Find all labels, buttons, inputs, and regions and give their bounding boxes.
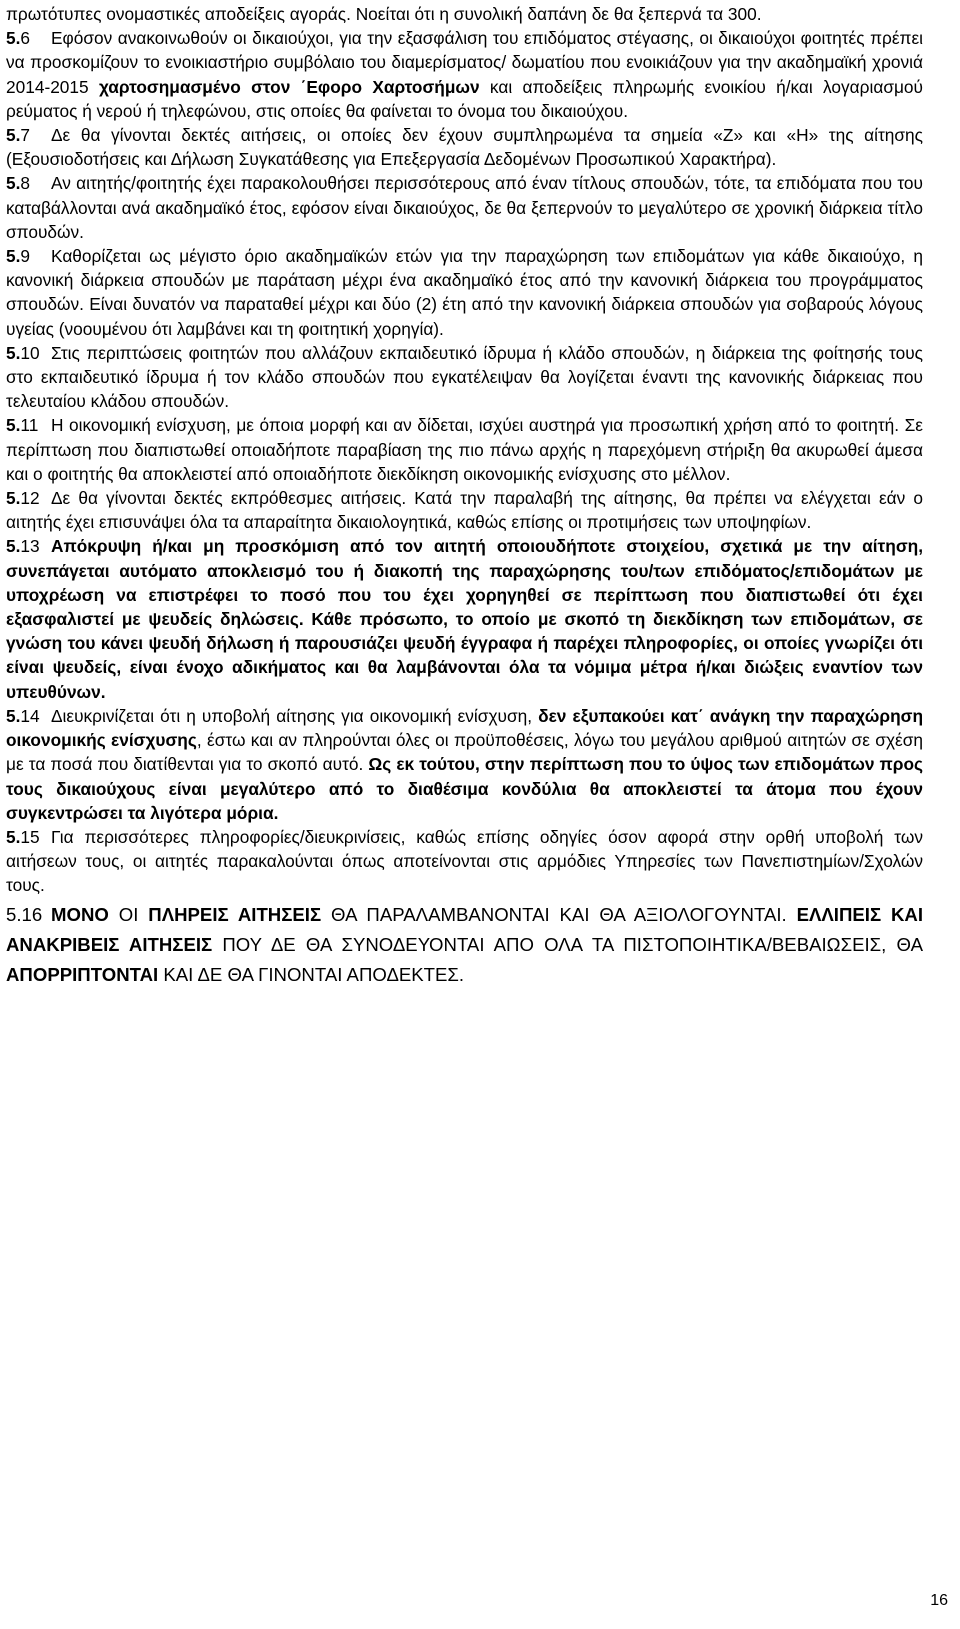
section-5-15: 5.15 Για περισσότερες πληροφορίες/διευκρινίσεις, καθώς επίσης οδηγίες όσον αφορά στην ορθή υποβολή των αιτήσεων τους, οι αιτητές παρακαλούνται όπως αποτείνονται στις αρμόδιες Υπηρεσίες των Πανεπιστημίων/Σχολών τους. bbox=[6, 826, 923, 896]
section-5-13: 5.13 Απόκρυψη ή/και μη προσκόμιση από τον αιτητή οποιουδήποτε στοιχείου, σχετικά με την αίτηση, συνεπάγεται αυτόματο αποκλεισμό του ή διακοπή της παραχώρησης του/των επιδόματος/επιδομάτων με υποχρέωση να επιστρέφει το ποσό που του έχει χορηγηθεί σε περίπτωση που διαπιστωθεί ότι έχει εξασφαλιστεί με ψευδείς δηλώσεις. Κάθε πρόσωπο, το οποίο με σκοπό τη διεκδίκηση των επιδομάτων, σε γνώση του κάνει ψευδή δήλωση ή παρουσιάζει ψευδή έγγραφα ή παρέχει πληροφορίες, οι οποίες γνωρίζει ότι είναι ψευδείς, είναι ένοχο αδικήματος και θα λαμβάνονται όλα τα νόμιμα μέτρα ή/και διώξεις εναντίον των υπευθύνων. bbox=[6, 536, 923, 702]
section-number: 5.8 bbox=[6, 173, 31, 194]
section-number: 5.16 bbox=[6, 903, 43, 925]
section-number: 5.10 bbox=[6, 342, 40, 363]
section-number: 5.15 bbox=[6, 826, 40, 847]
section-5-10: 5.10 Στις περιπτώσεις φοιτητών που αλλάζουν εκπαιδευτικό ίδρυμα ή κλάδο σπουδών, η διάρκεια της φοίτησής τους στο εκπαιδευτικό ίδρυμα ή τον κλάδο σπουδών που εγκατέλειψαν θα λογίζεται έναντι της κανονικής διάρκειας που τελευταίου κλάδου σπουδών. bbox=[6, 342, 923, 412]
section-5-7: 5.7 Δε θα γίνονται δεκτές αιτήσεις, οι οποίες δεν έχουν συμπληρωμένα τα σημεία «Ζ» και «Η» της αίτησης (Εξουσιοδοτήσεις και Δήλωση Συγκατάθεσης για Επεξεργασία Δεδομένων Προσωπικού Χαρακτήρα). bbox=[6, 125, 923, 170]
section-5-8: 5.8 Αν αιτητής/φοιτητής έχει παρακολουθήσει περισσότερους από έναν τίτλους σπουδών, τότε, τα επιδόματα που του καταβάλλονται ανά ακαδημαϊκό έτος, εφόσον είναι δικαιούχος, δε θα ξεπερνούν το μεγαλύτερο σε χρονική διάρκεια τίτλο σπουδών. bbox=[6, 173, 923, 242]
section-number: 5.11 bbox=[6, 415, 39, 436]
section-5-16: 5.16 ΜΟΝΟ ΟΙ ΠΛΗΡΕΙΣ ΑΙΤΗΣΕΙΣ ΘΑ ΠΑΡΑΛΑΜΒΑΝΟΝΤΑΙ ΚΑΙ ΘΑ ΑΞΙΟΛΟΓΟΥΝΤΑΙ. ΕΛΛΙΠΕΙΣ ΚΑΙ ΑΝΑΚΡΙΒΕΙΣ ΑΙΤΗΣΕΙΣ ΠΟΥ ΔΕ ΘΑ ΣΥΝΟΔΕΥΟΝΤΑΙ ΑΠΟ ΟΛΑ ΤΑ ΠΙΣΤΟΠΟΙΗΤΙΚΑ/ΒΕΒΑΙΩΣΕΙΣ, ΘΑ ΑΠΟΡΡΙΠΤΟΝΤΑΙ ΚΑΙ ΔΕ ΘΑ ΓΙΝΟΝΤΑΙ ΑΠΟΔΕΚΤΕΣ. bbox=[6, 900, 923, 990]
document-page bbox=[6, 0, 923, 990]
section-5-6: 5.6 Εφόσον ανακοινωθούν οι δικαιούχοι, για την εξασφάλιση του επιδόματος στέγασης, οι δικαιούχοι φοιτητές πρέπει να προσκομίζουν το ενοικιαστήριο συμβόλαιο του διαμερίσματος/ δωματίου που ενοικιάζουν για την ακαδημαϊκή χρονιά 2014-2015 χαρτοσημασμένο στον ΄Εφορο Χαρτοσήμων και αποδείξεις πληρωμής ενοικίου ή/και λογαριασμού ρεύματος ή νερού ή τηλεφώνου, στις οποίες θα φαίνεται το όνομα του δικαιούχου. bbox=[6, 28, 923, 121]
section-5-11: 5.11 Η οικονομική ενίσχυση, με όποια μορφή και αν δίδεται, ισχύει αυστηρά για προσωπική χρήση από το φοιτητή. Σε περίπτωση που διαπιστωθεί οποιαδήποτε παραβίαση της πιο πάνω αρχής η παρεχόμενη στήριξη θα ακυρωθεί άμεσα και ο φοιτητής θα αποκλειστεί από οποιαδήποτε διεκδίκηση οικονομικής ενίσχυσης στο μέλλον. bbox=[6, 415, 923, 484]
section-number: 5.12 bbox=[6, 488, 40, 509]
section-number: 5.6 bbox=[6, 28, 31, 49]
section-5-9: 5.9 Καθορίζεται ως μέγιστο όριο ακαδημαϊκών ετών για την παραχώρηση των επιδομάτων για κάθε δικαιούχο, η κανονική διάρκεια σπουδών με παράταση μέχρι ένα ακαδημαϊκό έτος από την κανονική διάρκεια του προγράμματος σπουδών. Είναι δυνατόν να παραταθεί μέχρι και δύο (2) έτη από την κανονική διάρκεια σπουδών για σοβαρούς λόγους υγείας (νοουμένου ότι λαμβάνει και τη φοιτητική χορηγία). bbox=[6, 246, 923, 339]
page-number: 16 bbox=[930, 1592, 948, 1609]
section-5-12: 5.12 Δε θα γίνονται δεκτές εκπρόθεσμες αιτήσεις. Κατά την παραλαβή της αίτησης, θα πρέπει να ελέγχεται εάν ο αιτητής έχει επισυνάψει όλα τα απαραίτητα δικαιολογητικά, καθώς επίσης οι προτιμήσεις των υποψηφίων. bbox=[6, 488, 923, 533]
section-5-14: 5.14 Διευκρινίζεται ότι η υποβολή αίτησης για οικονομική ενίσχυση, δεν εξυπακούει κατ΄ ανάγκη την παραχώρηση οικονομικής ενίσχυσης, έστω και αν πληρούνται όλες οι προϋποθέσεις, λόγω του μεγάλου αριθμού αιτητών σε σχέση με τα ποσά που διατίθενται για το σκοπό αυτό. Ως εκ τούτου, στην περίπτωση που το ύψος των επιδομάτων προς τους δικαιούχους είναι μεγαλύτερο από το διαθέσιμα κονδύλια θα αποκλειστεί τα άτομα που έχουν συγκεντρώσει τα λιγότερα μόρια. bbox=[6, 705, 923, 823]
section-number: 5.14 bbox=[6, 705, 40, 726]
intro-paragraph: πρωτότυπες ονομαστικές αποδείξεις αγοράς. Νοείται ότι η συνολική δαπάνη δε θα ξεπερνά τα 300. bbox=[6, 4, 762, 24]
section-number: 5.9 bbox=[6, 246, 31, 267]
section-number: 5.13 bbox=[6, 536, 40, 557]
section-number: 5.7 bbox=[6, 125, 31, 146]
